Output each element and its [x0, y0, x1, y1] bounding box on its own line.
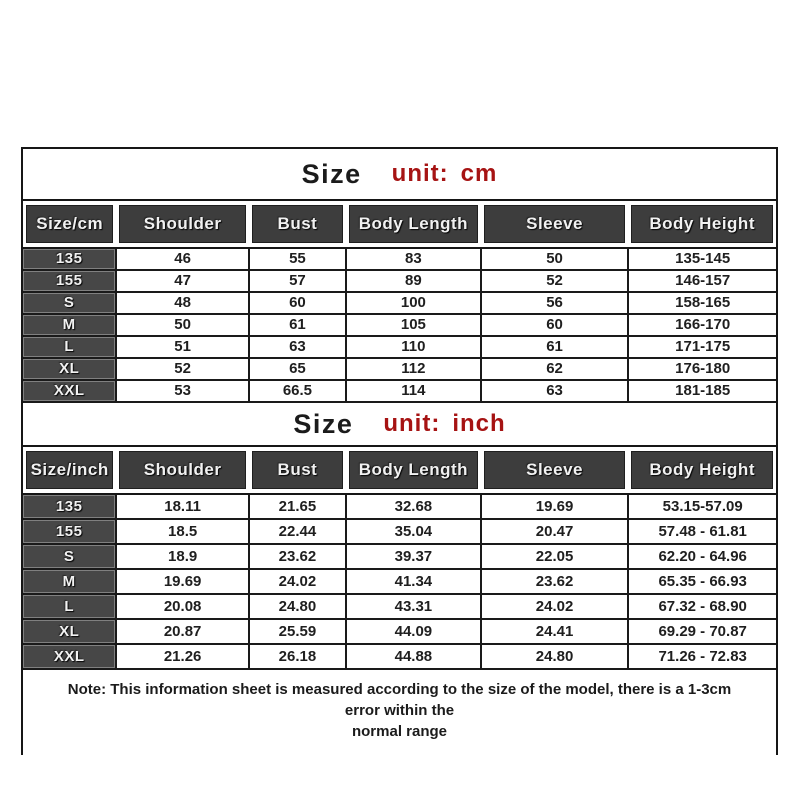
table-row	[23, 495, 776, 519]
value-cell: 25.59	[249, 619, 346, 644]
column-header	[116, 201, 249, 248]
value-cell: 26.18	[249, 644, 346, 669]
value-cell: 32.68	[346, 495, 481, 519]
column-header	[23, 447, 116, 494]
cm-header-row	[23, 201, 776, 249]
cm-size-table	[23, 249, 776, 403]
value-cell: 35.04	[346, 519, 481, 544]
value-cell: 19.69	[481, 495, 629, 519]
table-row	[23, 519, 776, 544]
column-header	[628, 447, 776, 494]
value-cell: 53.15-57.09	[628, 495, 776, 519]
value-cell: 60	[249, 292, 346, 314]
value-cell: 20.08	[116, 594, 249, 619]
value-cell: 63	[249, 336, 346, 358]
value-cell: 22.44	[249, 519, 346, 544]
column-header-label: Sleeve	[484, 205, 626, 243]
value-cell: 110	[346, 336, 481, 358]
value-cell: 135-145	[628, 249, 776, 270]
column-header-label: Body Height	[631, 205, 773, 243]
size-label-cell: S	[23, 292, 116, 314]
value-cell: 53	[116, 380, 249, 402]
value-cell: 18.9	[116, 544, 249, 569]
size-label-cell: XL	[23, 358, 116, 380]
value-cell: 112	[346, 358, 481, 380]
size-label-cell: 155	[23, 519, 116, 544]
value-cell: 52	[116, 358, 249, 380]
table-title-cm	[23, 149, 776, 201]
value-cell: 48	[116, 292, 249, 314]
note-line-1: Note: This information sheet is measured according to the size of the model, there is a 1-3cm error within the	[67, 681, 732, 719]
inch-size-table	[23, 495, 776, 670]
value-cell: 61	[249, 314, 346, 336]
table-row	[23, 594, 776, 619]
table-row	[23, 270, 776, 292]
size-label-cell: 135	[23, 495, 116, 519]
title-unit-label: unit:	[383, 410, 441, 437]
column-header	[481, 447, 629, 494]
value-cell: 60	[481, 314, 629, 336]
size-label-cell: M	[23, 314, 116, 336]
value-cell: 62.20 - 64.96	[628, 544, 776, 569]
value-cell: 67.32 - 68.90	[628, 594, 776, 619]
table-row	[23, 249, 776, 270]
value-cell: 66.5	[249, 380, 346, 402]
value-cell: 51	[116, 336, 249, 358]
value-cell: 43.31	[346, 594, 481, 619]
value-cell: 181-185	[628, 380, 776, 402]
column-header	[481, 201, 629, 248]
value-cell: 24.41	[481, 619, 629, 644]
size-label-cell: 135	[23, 249, 116, 270]
size-label-cell: 155	[23, 270, 116, 292]
value-cell: 114	[346, 380, 481, 402]
table-row	[23, 358, 776, 380]
value-cell: 83	[346, 249, 481, 270]
title-unit-value: inch	[452, 410, 506, 437]
column-header	[249, 447, 346, 494]
column-header	[249, 201, 346, 248]
value-cell: 69.29 - 70.87	[628, 619, 776, 644]
size-label-cell: XL	[23, 619, 116, 644]
value-cell: 24.02	[481, 594, 629, 619]
value-cell: 100	[346, 292, 481, 314]
value-cell: 57	[249, 270, 346, 292]
value-cell: 44.09	[346, 619, 481, 644]
value-cell: 89	[346, 270, 481, 292]
value-cell: 176-180	[628, 358, 776, 380]
value-cell: 105	[346, 314, 481, 336]
value-cell: 65.35 - 66.93	[628, 569, 776, 594]
size-label-cell: XXL	[23, 380, 116, 402]
value-cell: 166-170	[628, 314, 776, 336]
value-cell: 71.26 - 72.83	[628, 644, 776, 669]
title-unit-label: unit:	[391, 160, 449, 187]
size-label-cell: L	[23, 336, 116, 358]
value-cell: 18.11	[116, 495, 249, 519]
column-header-label: Body Height	[631, 451, 773, 489]
column-header	[346, 447, 481, 494]
note-line-2: normal range	[351, 723, 448, 740]
value-cell: 46	[116, 249, 249, 270]
measurement-note	[23, 670, 776, 755]
table-row	[23, 380, 776, 402]
size-label-cell: L	[23, 594, 116, 619]
value-cell: 22.05	[481, 544, 629, 569]
value-cell: 23.62	[249, 544, 346, 569]
value-cell: 56	[481, 292, 629, 314]
value-cell: 18.5	[116, 519, 249, 544]
table-row	[23, 619, 776, 644]
size-label-cell: M	[23, 569, 116, 594]
value-cell: 52	[481, 270, 629, 292]
value-cell: 21.65	[249, 495, 346, 519]
value-cell: 41.34	[346, 569, 481, 594]
value-cell: 146-157	[628, 270, 776, 292]
value-cell: 63	[481, 380, 629, 402]
column-header	[628, 201, 776, 248]
value-cell: 50	[481, 249, 629, 270]
column-header	[23, 201, 116, 248]
column-header-label: Body Length	[349, 205, 478, 243]
value-cell: 24.80	[481, 644, 629, 669]
column-header-label: Bust	[252, 205, 343, 243]
table-row	[23, 544, 776, 569]
column-header-label: Bust	[252, 451, 343, 489]
column-header-label: Size/inch	[26, 451, 113, 489]
table-row	[23, 336, 776, 358]
table-row	[23, 569, 776, 594]
title-size-label: Size	[301, 158, 362, 189]
column-header-label: Sleeve	[484, 451, 626, 489]
value-cell: 39.37	[346, 544, 481, 569]
value-cell: 20.47	[481, 519, 629, 544]
table-row	[23, 314, 776, 336]
value-cell: 171-175	[628, 336, 776, 358]
size-label-cell: S	[23, 544, 116, 569]
value-cell: 47	[116, 270, 249, 292]
inch-header-row	[23, 447, 776, 495]
column-header-label: Size/cm	[26, 205, 113, 243]
column-header-label: Shoulder	[119, 205, 246, 243]
title-unit-value: cm	[460, 160, 498, 187]
value-cell: 23.62	[481, 569, 629, 594]
value-cell: 50	[116, 314, 249, 336]
value-cell: 62	[481, 358, 629, 380]
column-header	[116, 447, 249, 494]
value-cell: 55	[249, 249, 346, 270]
table-row	[23, 644, 776, 669]
value-cell: 65	[249, 358, 346, 380]
value-cell: 61	[481, 336, 629, 358]
column-header	[346, 201, 481, 248]
column-header-label: Body Length	[349, 451, 478, 489]
value-cell: 21.26	[116, 644, 249, 669]
table-row	[23, 292, 776, 314]
value-cell: 44.88	[346, 644, 481, 669]
size-label-cell: XXL	[23, 644, 116, 669]
value-cell: 24.80	[249, 594, 346, 619]
value-cell: 24.02	[249, 569, 346, 594]
value-cell: 158-165	[628, 292, 776, 314]
value-cell: 19.69	[116, 569, 249, 594]
title-size-label: Size	[293, 408, 354, 439]
table-title-inch	[23, 403, 776, 447]
value-cell: 57.48 - 61.81	[628, 519, 776, 544]
value-cell: 20.87	[116, 619, 249, 644]
column-header-label: Shoulder	[119, 451, 246, 489]
size-chart-sheet	[21, 147, 778, 755]
